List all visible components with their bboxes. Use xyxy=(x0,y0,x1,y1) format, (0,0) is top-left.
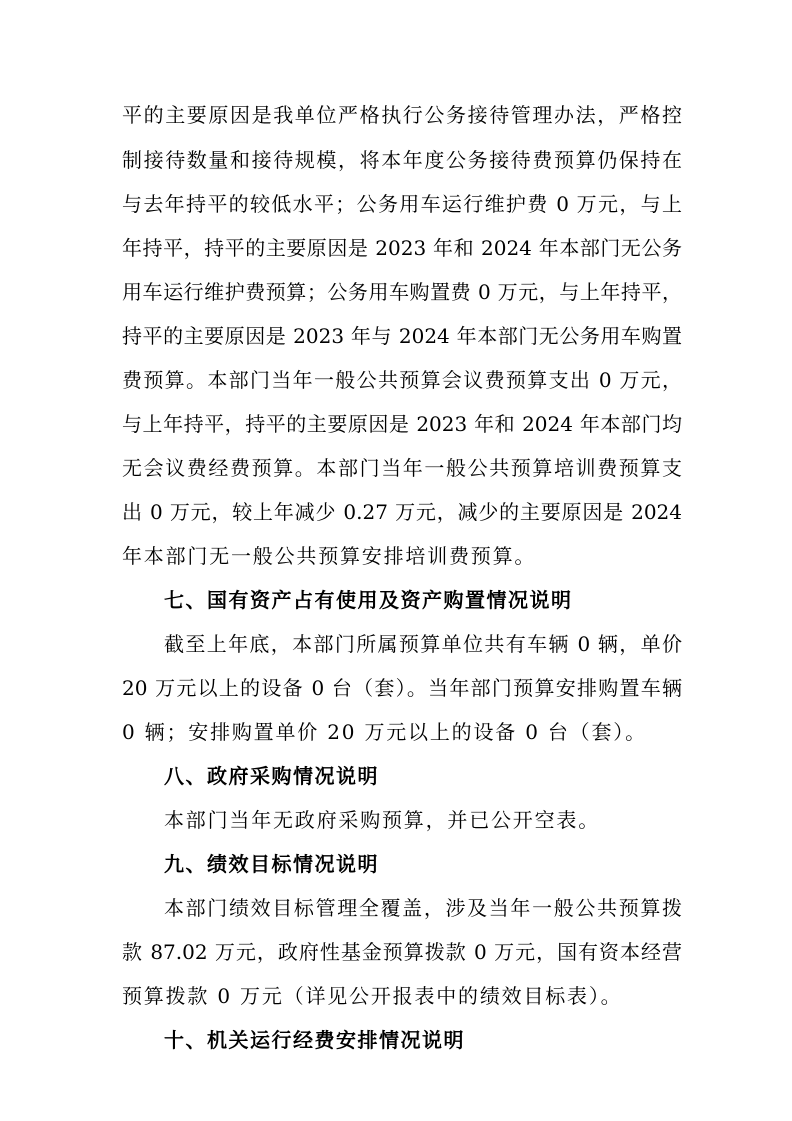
paragraph-line: 费预算。本部门当年一般公共预算会议费预算支出 0 万元， xyxy=(122,368,682,392)
paragraph-line: 持平的主要原因是 2023 年与 2024 年本部门无公务用车购置 xyxy=(122,324,682,348)
paragraph-line: 截至上年底，本部门所属预算单位共有车辆 0 辆，单价 xyxy=(164,632,682,656)
paragraph-line: 20 万元以上的设备 0 台（套）。当年部门预算安排购置车辆 xyxy=(122,676,682,700)
paragraph-line: 制接待数量和接待规模，将本年度公务接待费预算仍保持在 xyxy=(122,148,682,172)
section-heading-9: 九、绩效目标情况说明 xyxy=(164,852,379,876)
paragraph-line: 款 87.02 万元，政府性基金预算拨款 0 万元，国有资本经营 xyxy=(122,940,682,964)
paragraph-line: 年本部门无一般公共预算安排培训费预算。 xyxy=(122,544,537,568)
paragraph-line: 用车运行维护费预算；公务用车购置费 0 万元，与上年持平， xyxy=(122,280,682,304)
paragraph-line: 与上年持平，持平的主要原因是 2023 年和 2024 年本部门均 xyxy=(122,412,682,436)
section-heading-7: 七、国有资产占有使用及资产购置情况说明 xyxy=(164,588,573,612)
section-heading-10: 十、机关运行经费安排情况说明 xyxy=(164,1028,465,1052)
paragraph-line: 0 辆；安排购置单价 20 万元以上的设备 0 台（套）。 xyxy=(122,720,647,744)
paragraph-line: 本部门当年无政府采购预算，并已公开空表。 xyxy=(164,808,600,832)
section-heading-8: 八、政府采购情况说明 xyxy=(164,764,379,788)
paragraph-line: 与去年持平的较低水平；公务用车运行维护费 0 万元，与上 xyxy=(122,192,682,216)
paragraph-line: 本部门绩效目标管理全覆盖，涉及当年一般公共预算拨 xyxy=(164,896,682,920)
paragraph-line: 年持平，持平的主要原因是 2023 年和 2024 年本部门无公务 xyxy=(122,236,682,260)
paragraph-line: 出 0 万元，较上年减少 0.27 万元，减少的主要原因是 2024 xyxy=(122,500,682,524)
paragraph-line: 无会议费经费预算。本部门当年一般公共预算培训费预算支 xyxy=(122,456,682,480)
paragraph-line: 预算拨款 0 万元（详见公开报表中的绩效目标表）。 xyxy=(122,984,623,1008)
paragraph-line: 平的主要原因是我单位严格执行公务接待管理办法，严格控 xyxy=(122,103,682,127)
